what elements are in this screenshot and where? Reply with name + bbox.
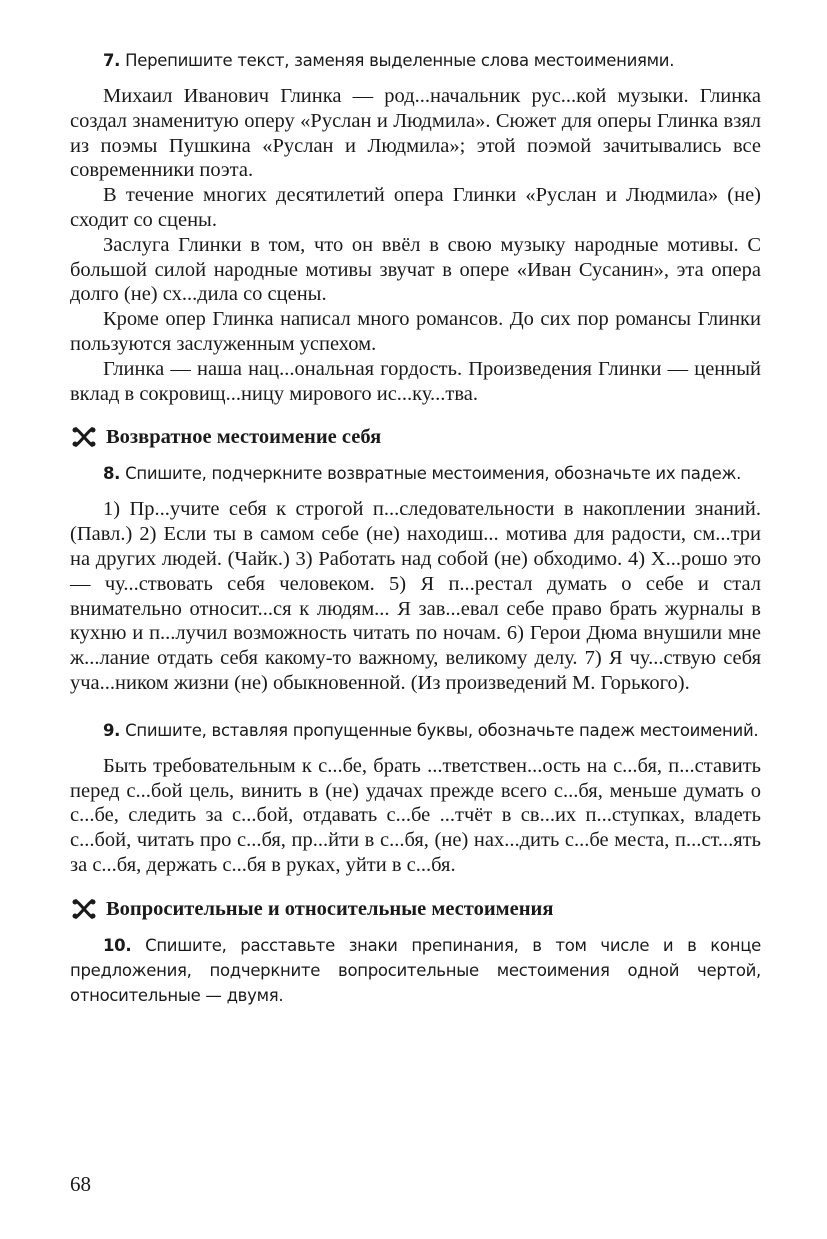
paragraph: Быть требовательным к с...бе, брать ...тветствен...ость на с...бя, п...ставить перед с...бой цель, винить в (не) удачах прежде всего с...бя, меньше думать о с...бе, следить за с...бой, отдавать с...бе ...тчёт в св...их п...ступках, владеть с...бой, читать про с...бя, пр...йти в с...бя, (не) нах...дить с...бе места, п...ст...ять за с...бя, держать с...бя в руках, уйти в с...бя. (70, 754, 761, 876)
paragraph: Заслуга Глинки в том, что он ввёл в свою музыку народные мотивы. С большой силой народные мотивы звучат в опере «Иван Сусанин», эта опера долго (не) сх...дила со сцены. (70, 233, 761, 306)
textbook-page (70, 48, 761, 1008)
task-7-instruction (70, 48, 761, 73)
task-number: 9. (103, 720, 121, 740)
task-10-instruction (70, 933, 761, 1008)
instruction-text: Перепишите текст, заменяя выделенные слова местоимениями. (125, 51, 675, 70)
paragraph: Глинка — наша нац...ональная гордость. Произведения Глинки — ценный вклад в сокровищ...ницу мирового ис...ку...тва. (70, 357, 761, 405)
paragraph: Михаил Иванович Глинка — род...начальник рус...кой музыки. Глинка создал знаменитую оперу «Руслан и Людмила». Сюжет для оперы Глинка взял из поэмы Пушкина «Руслан и Людмила»; этой поэмой зачитывались все современники поэта. (70, 85, 761, 182)
task-9-instruction (70, 718, 761, 743)
paragraph: В течение многих десятилетий опера Глинки «Руслан и Людмила» (не) сходит со сцены. (70, 184, 761, 231)
task-8-instruction (70, 461, 761, 486)
task-number: 10. (103, 935, 132, 955)
task-8-text (70, 497, 761, 695)
section-title: Возвратное местоимение себя (106, 426, 382, 449)
instruction-text: Спишите, вставляя пропущенные буквы, обозначьте падеж местоимений. (125, 720, 759, 740)
ornament-icon (72, 426, 96, 448)
section-heading-reflexive (70, 424, 761, 450)
task-number: 8. (103, 464, 121, 484)
task-9-text (70, 754, 761, 878)
instruction-text: Спишите, подчеркните возвратные местоимения, обозначьте их падеж. (125, 464, 742, 484)
ornament-icon (72, 898, 96, 920)
task-number: 7. (103, 51, 121, 70)
section-heading-interrogative (70, 896, 761, 922)
task-7-text (70, 84, 761, 406)
section-title: Вопросительные и относительные местоимения (106, 897, 554, 920)
page-number: 68 (70, 1172, 91, 1196)
instruction-text: Спишите, расставьте знаки препинания, в том числе и в конце предложения, подчеркните вопросительные местоимения одной чертой, относительные — двумя. (70, 935, 761, 1005)
paragraph: Кроме опер Глинка написал много романсов. До сих пор романсы Глинки пользуются заслуженным успехом. (70, 308, 761, 355)
paragraph: 1) Пр...учите себя к строгой п...следовательности в накоплении знаний. (Павл.) 2) Если ты в самом себе (не) находиш... мотива для радости, см...три на других людей. (Чайк.) 3) Работать над собой (не) обходимо. 4) Х...рошо это — чу...ствовать себя человеком. 5) Я п...рестал думать о себе и стал внимательно относит...ся к людям... Я зав...евал себе право брать журналы в кухню и п...лучил возможность читать по ночам. 6) Герои Дюма внушили мне ж...лание отдать себя какому-то важному, великому делу. 7) Я чу...ствую себя уча...ником жизни (не) обыкновенной. (Из произведений М. Горького). (70, 498, 761, 694)
